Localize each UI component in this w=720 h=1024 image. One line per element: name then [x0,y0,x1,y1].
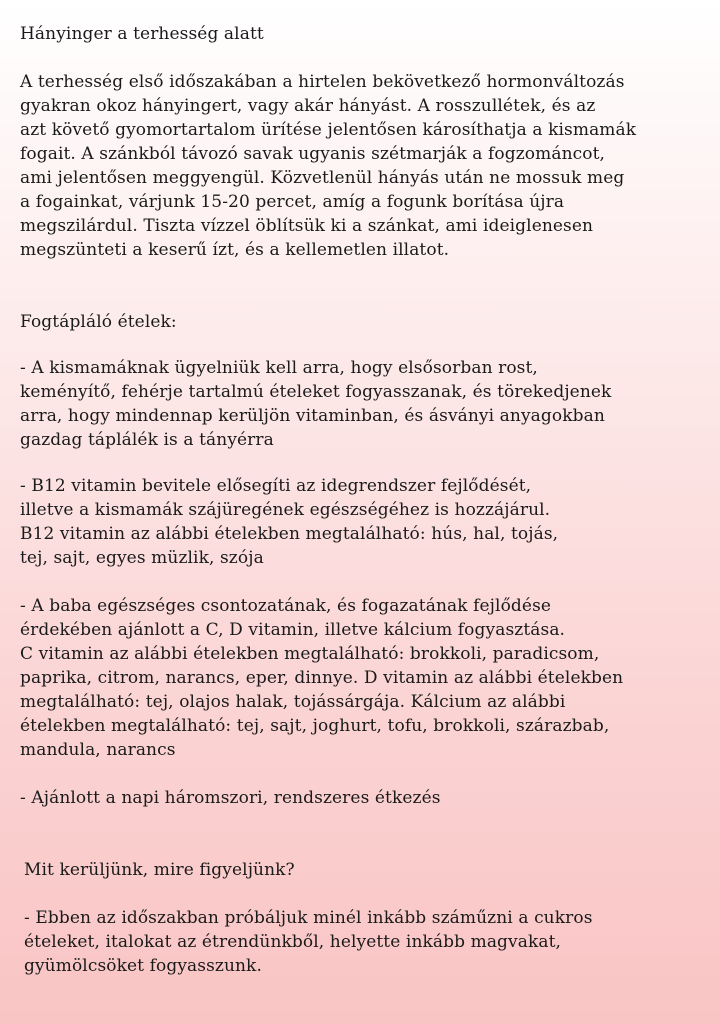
text-line: - B12 vitamin bevitele elősegíti az idegrendszer fejlődését, [20,476,532,496]
text-line: érdekében ajánlott a C, D vitamin, illetve kálcium fogyasztása. [20,620,566,640]
bullet-item [24,906,714,978]
text-line: ételekben megtalálható: tej, sajt, joghurt, tofu, brokkoli, szárazbab, [20,716,610,736]
text-line: megszünteti a keserű ízt, és a kellemetlen illatot. [20,240,450,260]
text-line: ételeket, italokat az étrendünkből, helyette inkább magvakat, [24,932,562,952]
text-line: - A baba egészséges csontozatának, és fogazatának fejlődése [20,596,552,616]
page-title: Hányinger a terhesség alatt [20,24,264,44]
text-line: keményítő, fehérje tartalmú ételeket fogyasszanak, és törekedjenek [20,382,612,402]
text-line: mandula, narancs [20,740,176,760]
text-line: - Ajánlott a napi háromszori, rendszeres étkezés [20,788,441,808]
text-line: C vitamin az alábbi ételekben megtalálható: brokkoli, paradicsom, [20,644,600,664]
text-line: B12 vitamin az alábbi ételekben megtalálható: hús, hal, tojás, [20,524,559,544]
text-line: illetve a kismamák szájüregének egészségéhez is hozzájárul. [20,500,551,520]
text-line: arra, hogy mindennap kerüljön vitaminban, és ásványi anyagokban [20,406,605,426]
text-line: megtalálható: tej, olajos halak, tojássárgája. Kálcium az alábbi [20,692,566,712]
text-line: tej, sajt, egyes müzlik, szója [20,548,264,568]
section-heading-avoid: Mit kerüljünk, mire figyeljünk? [24,860,295,880]
bullet-item [20,474,710,570]
text-line: azt követő gyomortartalom ürítése jelentősen károsíthatja a kismamák [20,120,637,140]
bullet-item [20,356,710,452]
text-line: paprika, citrom, narancs, eper, dinnye. D vitamin az alábbi ételekben [20,668,624,688]
bullet-item [20,594,710,762]
text-line: megszilárdul. Tiszta vízzel öblítsük ki a szánkat, ami ideiglenesen [20,216,594,236]
text-line: ami jelentősen meggyengül. Közvetlenül hányás után ne mossuk meg [20,168,625,188]
section-heading-foods: Fogtápláló ételek: [20,312,177,332]
bullet-item [20,786,710,810]
text-line: gyakran okoz hányingert, vagy akár hányást. A rosszullétek, és az [20,96,596,116]
text-line: - A kismamáknak ügyelniük kell arra, hogy elsősorban rost, [20,358,538,378]
text-line: fogait. A szánkból távozó savak ugyanis szétmarják a fogzománcot, [20,144,606,164]
text-line: A terhesség első időszakában a hirtelen bekövetkező hormonváltozás [20,72,625,92]
text-line: - Ebben az időszakban próbáljuk minél inkább száműzni a cukros [24,908,593,928]
text-line: gazdag táplálék is a tányérra [20,430,274,450]
intro-paragraph [20,70,710,262]
text-line: gyümölcsöket fogyasszunk. [24,956,262,976]
text-line: a fogainkat, várjunk 15-20 percet, amíg a fogunk borítása újra [20,192,565,212]
